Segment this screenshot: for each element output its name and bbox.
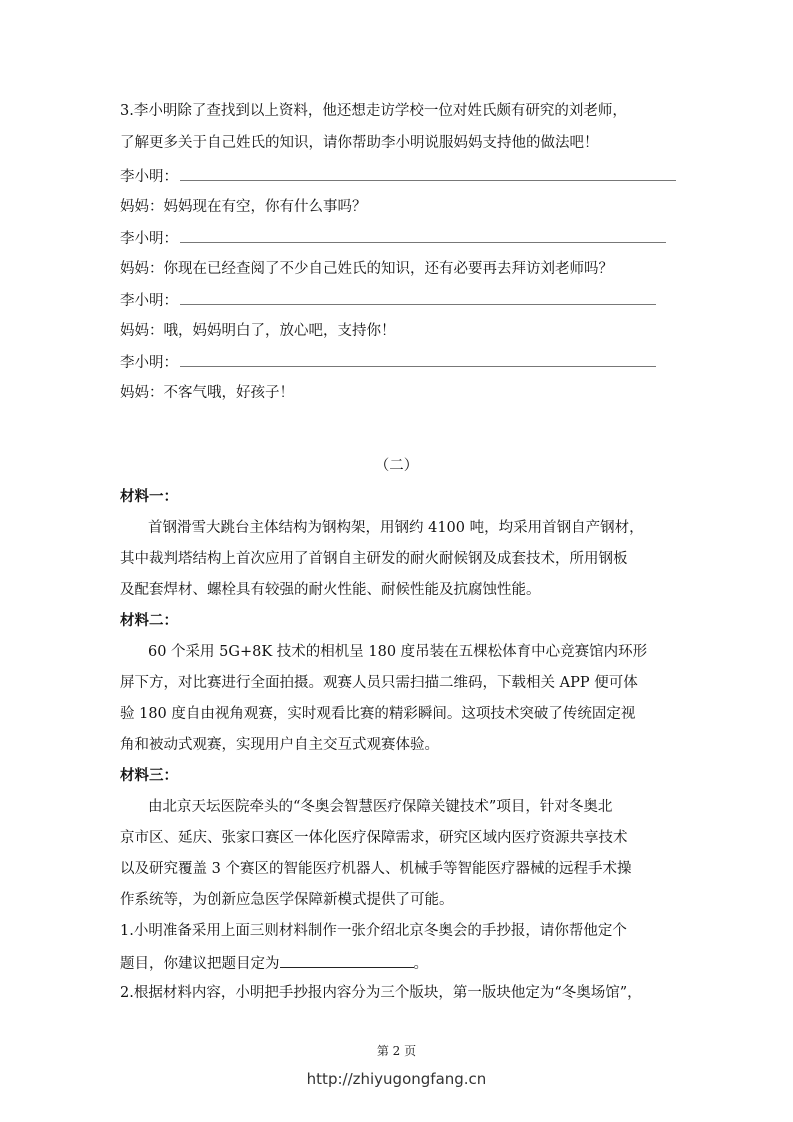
material-3-line-2: 京市区、延庆、张家口赛区一体化医疗保障需求，研究区域内医疗资源共享技术: [120, 830, 628, 846]
watermark-url: http://zhiyugongfang.cn: [306, 1070, 487, 1088]
speaker-label: 李小明：: [120, 293, 178, 309]
speaker-label: 李小明：: [120, 231, 178, 247]
answer-blank-2[interactable]: [180, 228, 666, 243]
dialogue-line-4: 妈妈：你现在已经查阅了不少自己姓氏的知识，还有必要再去拜访刘老师吗？: [120, 261, 613, 277]
material-3-label: 材料三：: [120, 768, 178, 784]
answer-blank-1[interactable]: [180, 166, 676, 181]
dialogue-line-5: [120, 290, 656, 311]
question-1-suffix: 。: [413, 956, 428, 972]
material-2-line-4: 角和被动式观赛，实现用户自主交互式观赛体验。: [120, 737, 439, 753]
answer-blank-3[interactable]: [180, 290, 656, 305]
question-2-line-1: 2.根据材料内容，小明把手抄报内容分为三个版块，第一版块他定为“冬奥场馆”，: [120, 985, 642, 1001]
material-2-line-1: 60 个采用 5G+8K 技术的相机呈 180 度吊装在五棵松体育中心竞赛馆内环形: [148, 644, 648, 660]
dialogue-line-3: [120, 228, 666, 249]
material-1-label: 材料一：: [120, 489, 178, 505]
speaker-label: 李小明：: [120, 169, 178, 185]
page-number: 第 2 页: [376, 1044, 417, 1058]
title-answer-blank[interactable]: [280, 952, 414, 968]
material-1-line-3: 及配套焊材、螺栓具有较强的耐火性能、耐候性能及抗腐蚀性能。: [120, 582, 541, 598]
q3-line-1: 3.李小明除了查找到以上资料，他还想走访学校一位对姓氏颇有研究的刘老师，: [120, 103, 627, 119]
dialogue-line-1: [120, 166, 676, 187]
answer-blank-4[interactable]: [180, 352, 656, 367]
speaker-label: 李小明：: [120, 355, 178, 371]
section-title: （二）: [374, 458, 419, 474]
material-2-label: 材料二：: [120, 613, 178, 629]
question-1-prefix: 题目，你建议把题目定为: [120, 956, 280, 972]
q3-line-2: 了解更多关于自己姓氏的知识，请你帮助李小明说服妈妈支持他的做法吧！: [120, 135, 599, 151]
dialogue-line-6: 妈妈：哦，妈妈明白了，放心吧，支持你！: [120, 323, 396, 339]
material-1-line-1: 首钢滑雪大跳台主体结构为钢构架，用钢约 4100 吨，均采用首钢自产钢材，: [148, 520, 644, 536]
material-3-line-3: 以及研究覆盖 3 个赛区的智能医疗机器人、机械手等智能医疗器械的远程手术操: [120, 861, 632, 877]
question-1-line-1: 1.小明准备采用上面三则材料制作一张介绍北京冬奥会的手抄报，请你帮他定个: [120, 923, 627, 939]
dialogue-line-8: 妈妈：不客气哦，好孩子！: [120, 385, 294, 401]
material-1-line-2: 其中裁判塔结构上首次应用了首钢自主研发的耐火耐候钢及成套技术，所用钢板: [120, 551, 628, 567]
material-2-line-2: 屏下方，对比赛进行全面拍摄。观赛人员只需扫描二维码，下载相关 APP 便可体: [120, 675, 638, 691]
material-3-line-1: 由北京天坛医院牵头的“冬奥会智慧医疗保障关键技术”项目，针对冬奥北: [148, 799, 613, 815]
material-3-line-4: 作系统等，为创新应急医学保障新模式提供了可能。: [120, 892, 454, 908]
question-1-line-2: [120, 952, 428, 974]
dialogue-line-2: 妈妈：妈妈现在有空，你有什么事吗？: [120, 199, 367, 215]
dialogue-line-7: [120, 352, 656, 373]
material-2-line-3: 验 180 度自由视角观赛，实时观看比赛的精彩瞬间。这项技术突破了传统固定视: [120, 706, 636, 722]
